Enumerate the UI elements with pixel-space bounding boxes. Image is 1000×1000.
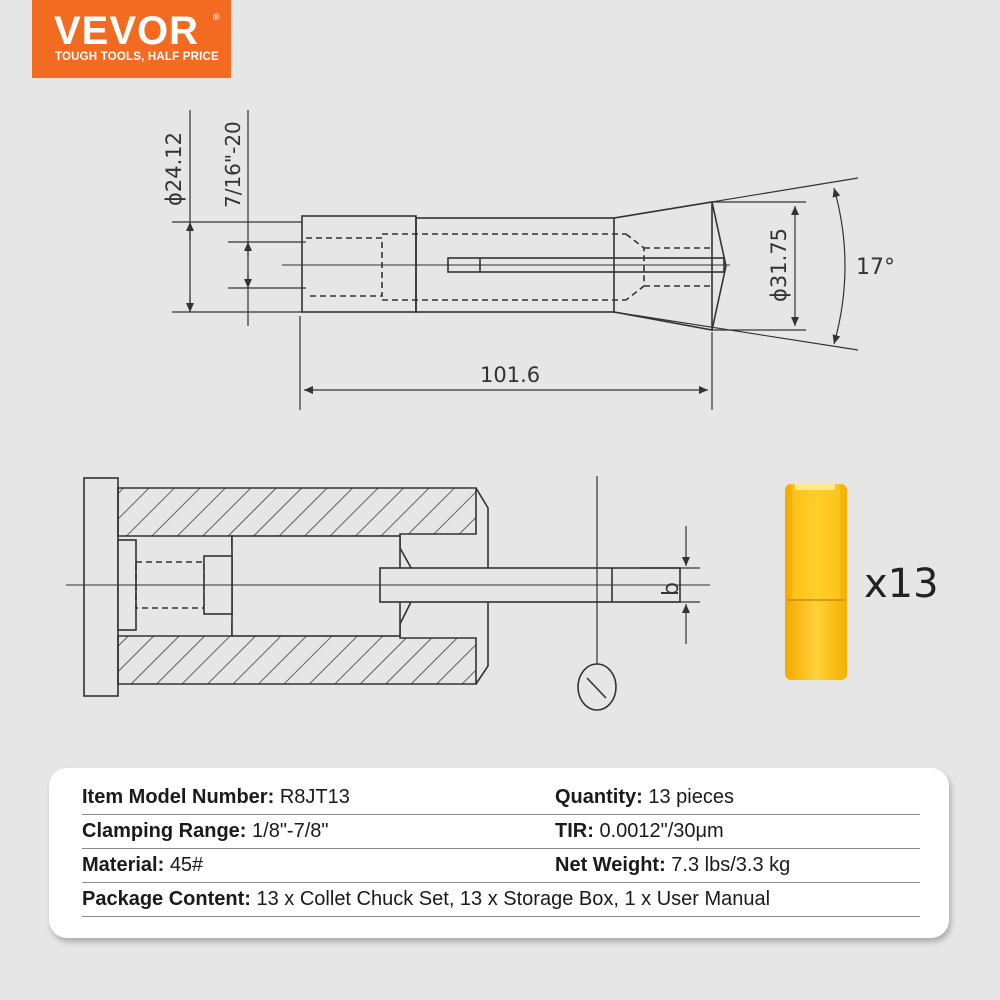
- storage-box-icon: [785, 484, 847, 680]
- collet-side-view: [282, 202, 730, 330]
- clamping-value: 1/8"-7/8": [252, 820, 329, 842]
- package-value: 13 x Collet Chuck Set, 13 x Storage Box, 1 x User Manual: [256, 888, 771, 910]
- spec-table: [49, 768, 949, 938]
- logo-registered-mark: ®: [213, 12, 220, 22]
- spec-row-4: [82, 882, 920, 917]
- logo-brand: VEVOR: [54, 9, 200, 53]
- quantity-multiplier: x13: [864, 561, 939, 607]
- model-value: R8JT13: [279, 786, 350, 808]
- material-value: 45#: [169, 854, 204, 876]
- spec-row-2: [82, 814, 920, 849]
- dim-taper-angle: 17°: [856, 255, 895, 280]
- material-label: Material:: [82, 854, 165, 876]
- logo-tagline: TOUGH TOOLS, HALF PRICE: [55, 51, 219, 63]
- tir-label: TIR:: [555, 820, 594, 842]
- quantity-value: 13 pieces: [648, 786, 734, 808]
- spec-row-3: [82, 848, 920, 883]
- tir-value: 0.0012"/30μm: [599, 820, 724, 842]
- weight-label: Net Weight:: [555, 854, 666, 876]
- spec-row-1: [82, 780, 920, 815]
- dim-head-diameter: ϕ31.75: [767, 228, 791, 302]
- dial-indicator-icon: [578, 664, 616, 710]
- clamping-label: Clamping Range:: [82, 820, 247, 842]
- collet-section-view: [66, 476, 710, 696]
- dim-shank-diameter: ϕ24.12: [162, 132, 186, 206]
- weight-value: 7.3 lbs/3.3 kg: [671, 854, 791, 876]
- quantity-label: Quantity:: [555, 786, 643, 808]
- dim-thread-size: 7/16"-20: [221, 121, 245, 208]
- tir-label-b: b: [659, 582, 684, 596]
- model-label: Item Model Number:: [82, 786, 275, 808]
- package-label: Package Content:: [82, 888, 251, 910]
- dim-overall-length: 101.6: [480, 363, 541, 387]
